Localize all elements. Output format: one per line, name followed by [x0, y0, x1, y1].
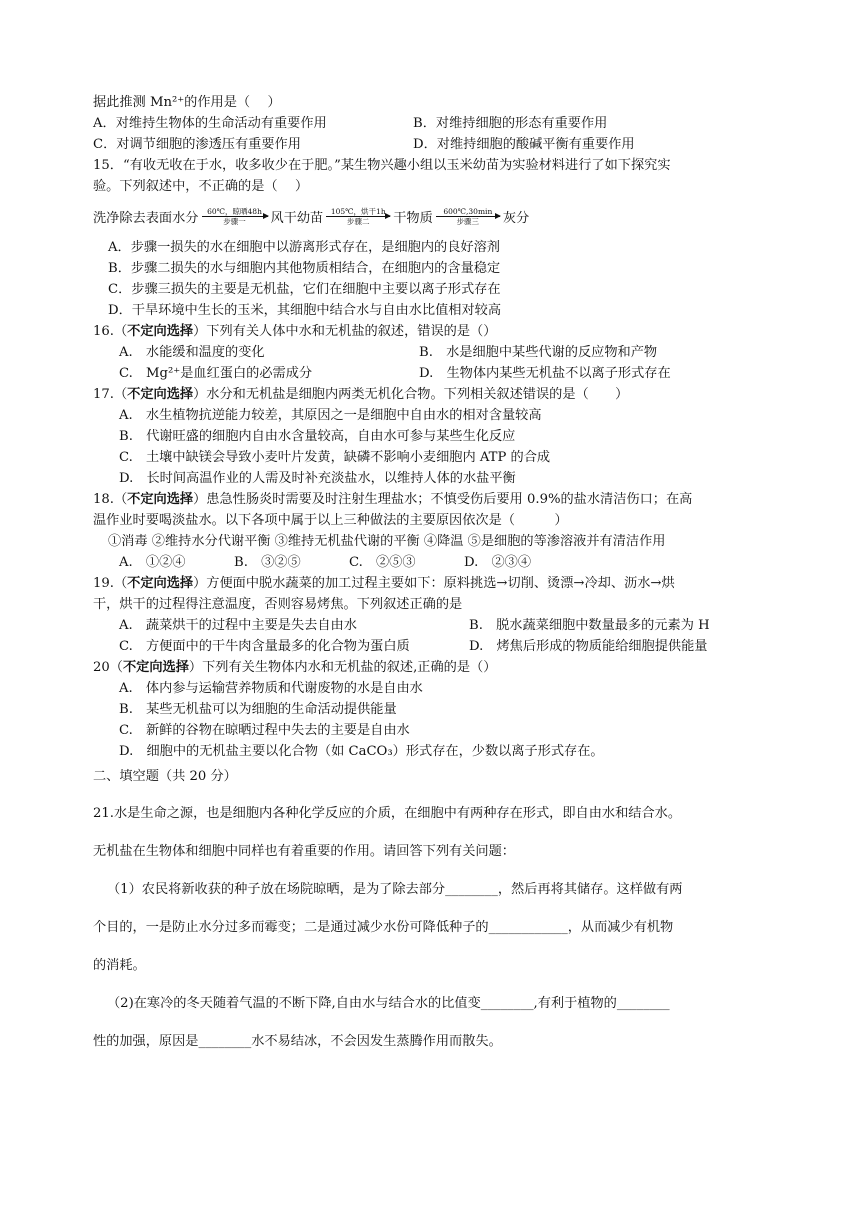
q18-option-d: D. ②③④	[464, 555, 532, 570]
q20-text: ）下列有关生物体内水和无机盐的叙述,正确的是（）	[188, 660, 497, 675]
q21-part1-line2: 个目的，一是防止水分过多而霉变；二是通过减少水份可降低种子的____________，从而减少有机物	[93, 920, 674, 935]
q15-option-a: A．步骤一损失的水在细胞中以游离形式存在，是细胞内的良好溶剂	[108, 240, 500, 255]
q18-stem-line1	[93, 489, 783, 510]
q16-options-row2	[93, 363, 783, 384]
q18-option-a: A. ①②④	[119, 555, 186, 570]
q21-part2-line1: （2)在寒冷的冬天随着气温的不断下降,自由水与结合水的比值变________,有利于植物的________	[107, 996, 670, 1011]
q16-option-b: B. 水是细胞中某些代谢的反应物和产物	[419, 345, 658, 360]
q14-options-row2	[93, 134, 783, 155]
flow-arrow-step3	[436, 207, 500, 226]
q17-option-b: B. 代谢旺盛的细胞内自由水含量较高，自由水可参与某些生化反应	[119, 429, 516, 444]
section-heading-fill-in: 二、填空题（共 20 分）	[93, 769, 237, 784]
q19-options-row1	[93, 615, 783, 636]
q19-option-d: D. 烤焦后形成的物质能给细胞提供能量	[469, 639, 708, 654]
q19-option-a: A. 蔬菜烘干的过程中主要是失去自由水	[119, 618, 357, 633]
q15-option-b: B．步骤二损失的水与细胞内其他物质相结合，在细胞内的含量稳定	[108, 261, 501, 276]
q18-tag: 不定向选择	[127, 492, 194, 507]
q20-option-d: D. 细胞中的无机盐主要以化合物（如 CaCO₃）形式存在，少数以离子形式存在。	[119, 744, 604, 759]
q17-text: ）水分和无机盐是细胞内两类无机化合物。下列相关叙述错误的是（ ）	[193, 387, 629, 402]
q15-stem-line2: 验。下列叙述中，不正确的是（ ）	[93, 179, 309, 194]
q21-stem-line2: 无机盐在生物体和细胞中同样也有着重要的作用。请回答下列有关问题：	[93, 844, 515, 859]
q19-stem-line1	[93, 573, 783, 594]
flow-arrow-step2	[326, 207, 390, 226]
flow-step-dry-matter: 干物质	[393, 210, 433, 226]
q16-option-c: C. Mg²⁺是血红蛋白的必需成分	[119, 366, 313, 381]
q17-number: 17.（	[93, 387, 128, 402]
arrow-right-icon	[202, 216, 268, 217]
q19-option-b: B. 脱水蔬菜细胞中数量最多的元素为 H	[469, 618, 710, 633]
q16-option-a: A. 水能缓和温度的变化	[119, 345, 265, 360]
q21-part1-line3: 的消耗。	[93, 958, 146, 973]
q20-option-a: A. 体内参与运输营养物质和代谢废物的水是自由水	[119, 681, 423, 696]
q15-flow-diagram	[93, 199, 783, 233]
flow-arrow2-condition: 105℃，烘干1h	[330, 206, 386, 216]
q14-option-c: C．对调节细胞的渗透压有重要作用	[93, 137, 301, 152]
q18-choices-list: ①消毒 ②维持水分代谢平衡 ③维持无机盐代谢的平衡 ④降温 ⑤是细胞的等渗溶液并有清洁作用	[108, 534, 666, 549]
q20-option-b: B. 某些无机盐可以为细胞的生命活动提供能量	[119, 702, 397, 717]
flow-arrow2-label: 步骤二	[347, 216, 370, 226]
q17-option-a: A. 水生植物抗逆能力较差，其原因之一是细胞中自由水的相对含量较高	[119, 408, 542, 423]
flow-arrow-step1	[202, 207, 268, 226]
q14-option-d: D．对维持细胞的酸碱平衡有重要作用	[413, 137, 635, 152]
q21-stem-line1: 21.水是生命之源，也是细胞内各种化学反应的介质，在细胞中有两种存在形式，即自由水和结合水。	[93, 806, 682, 821]
q18-number: 18.（	[93, 492, 128, 507]
q18-stem-line2: 温作业时要喝淡盐水。以下各项中属于以上三种做法的主要原因依次是（ ）	[93, 513, 568, 528]
q16-stem	[93, 321, 783, 342]
flow-step-ash: 灰分	[502, 210, 530, 226]
q14-option-a: A．对维持生物体的生命活动有重要作用	[93, 116, 327, 131]
q18-options	[93, 552, 783, 573]
q17-tag: 不定向选择	[127, 387, 194, 402]
q16-text: ）下列有关人体中水和无机盐的叙述，错误的是（）	[193, 324, 497, 339]
q16-tag: 不定向选择	[127, 324, 194, 339]
q19-stem-line2: 干，烘干的过程得注意温度，否则容易烤焦。下列叙述正确的是	[93, 597, 463, 612]
q15-option-c: C．步骤三损失的主要是无机盐，它们在细胞中主要以离子形式存在	[108, 282, 501, 297]
q19-number: 19.（	[93, 576, 128, 591]
q17-option-d: D. 长时间高温作业的人需及时补充淡盐水，以维持人体的水盐平衡	[119, 471, 516, 486]
q19-options-row2	[93, 636, 783, 657]
q17-option-c: C. 土壤中缺镁会导致小麦叶片发黄，缺磷不影响小麦细胞内 ATP 的合成	[119, 450, 551, 465]
q15-stem-line1: 15．“有收无收在于水，收多收少在于肥。”某生物兴趣小组以玉米幼苗为实验材料进行了如下探究实	[93, 158, 671, 173]
flow-arrow3-condition: 600℃,30min	[443, 206, 493, 216]
q20-tag: 不定向选择	[122, 660, 189, 675]
q14-stem: 据此推测 Mn²⁺的作用是（ ）	[93, 95, 281, 110]
q14-option-b: B．对维持细胞的形态有重要作用	[413, 116, 608, 131]
q18-option-b: B. ③②⑤	[234, 555, 301, 570]
q17-stem	[93, 384, 783, 405]
q19-tag: 不定向选择	[127, 576, 194, 591]
q21-part1-line1: （1）农民将新收获的种子放在场院晾晒，是为了除去部分________，然后再将其储存。这样做有两	[107, 882, 683, 897]
q21-part2-line2: 性的加强，原因是________水不易结冰，不会因发生蒸腾作用而散失。	[93, 1034, 502, 1049]
q16-number: 16.（	[93, 324, 128, 339]
q19-text: ）方便面中脱水蔬菜的加工过程主要如下：原料挑选→切削、烫漂→冷却、沥水→烘	[193, 576, 675, 591]
q18-text: ）患急性肠炎时需要及时注射生理盐水；不慎受伤后要用 0.9%的盐水清洁伤口；在高	[193, 492, 693, 507]
exam-page	[93, 92, 783, 1061]
flow-step-wash: 洗净除去表面水分	[93, 210, 199, 226]
q15-option-d: D．干旱环境中生长的玉米，其细胞中结合水与自由水比值相对较高	[108, 303, 502, 318]
flow-arrow1-condition: 60℃，晾晒48h	[207, 206, 262, 216]
flow-step-dried-seedling: 风干幼苗	[270, 210, 324, 226]
q19-option-c: C. 方便面中的干牛肉含量最多的化合物为蛋白质	[119, 639, 410, 654]
flow-arrow3-label: 步骤三	[456, 216, 480, 226]
q18-option-c: C. ②⑤③	[349, 555, 416, 570]
q20-option-c: C. 新鲜的谷物在晾晒过程中失去的主要是自由水	[119, 723, 410, 738]
q20-stem	[93, 657, 783, 678]
q20-number: 20（	[93, 660, 123, 675]
flow-arrow1-label: 步骤一	[223, 216, 246, 226]
q16-option-d: D. 生物体内某些无机盐不以离子形式存在	[419, 366, 671, 381]
arrow-right-icon	[436, 216, 500, 217]
q16-options-row1	[93, 342, 783, 363]
arrow-right-icon	[326, 216, 390, 217]
q14-options-row1	[93, 113, 783, 134]
